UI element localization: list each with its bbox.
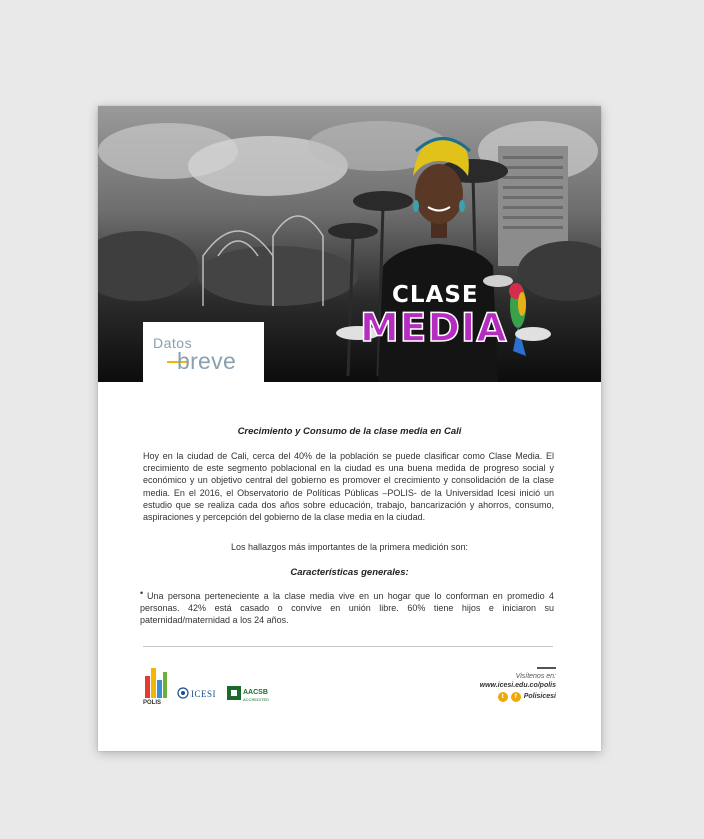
- article-paragraph: Hoy en la ciudad de Cali, cerca del 40% de la población se puede clasificar como Clase Media. El crecimiento de este segmento poblacional en la ciudad es una buena medida de progreso social y económico y un objetivo central del gobierno es promover el crecimiento y consolidación de la clase media. En el 2016, el Observatorio de Políticas Públicas –POLIS- de la Universidad Icesi inició un estudio que se realiza cada dos años sobre educación, trabajo, bancarización y ahorros, consumo, aspiraciones y percepción del gobierno de la clase media en la ciudad.: [143, 451, 554, 523]
- bullet-item: Una persona perteneciente a la clase media vive en un hogar que lo conforman en promedio 4 personas. 42% está casado o convive en unión libre. 60% tiene hijos e iniciaron su paternidad/maternidad a los 24 años.: [140, 591, 554, 626]
- findings-lead: Los hallazgos más importantes de la primera medición son:: [230, 542, 469, 552]
- visit-label: Visítenos en:: [515, 673, 556, 680]
- twitter-icon[interactable]: t: [498, 692, 508, 702]
- polis-logo-text: POLIS: [143, 700, 162, 706]
- social-handle[interactable]: Polisicesi: [523, 693, 556, 700]
- footer-divider: [143, 646, 553, 647]
- polis-logo-icon: [145, 668, 167, 698]
- visit-accent-bar: [537, 667, 556, 669]
- aacsb-logo-text: AACSB: [243, 689, 268, 696]
- headline-clase: CLASE: [392, 282, 479, 308]
- aacsb-logo-icon: [227, 686, 241, 700]
- headline-media: MEDIA: [360, 306, 508, 351]
- datos-breve-logo: [143, 322, 264, 382]
- section-subtitle: Características generales:: [290, 567, 409, 578]
- partner-logos: [143, 662, 283, 707]
- icesi-logo-text: ICESI: [191, 689, 216, 699]
- website-link[interactable]: www.icesi.edu.co/polis: [479, 682, 556, 689]
- social-row: [480, 691, 556, 703]
- visit-block: [480, 672, 556, 703]
- bullet-marker: •: [140, 588, 144, 598]
- aacsb-logo-subtext: ACCREDITED: [243, 697, 270, 702]
- article-title: Crecimiento y Consumo de la clase media en Cali: [237, 426, 462, 437]
- document-page: [98, 106, 601, 751]
- facebook-icon[interactable]: f: [511, 692, 521, 702]
- icesi-seal-icon: [178, 688, 188, 698]
- logo-word-breve: breve: [177, 348, 237, 374]
- logo-word-datos: Datos: [153, 335, 193, 351]
- hero-banner: [98, 106, 601, 382]
